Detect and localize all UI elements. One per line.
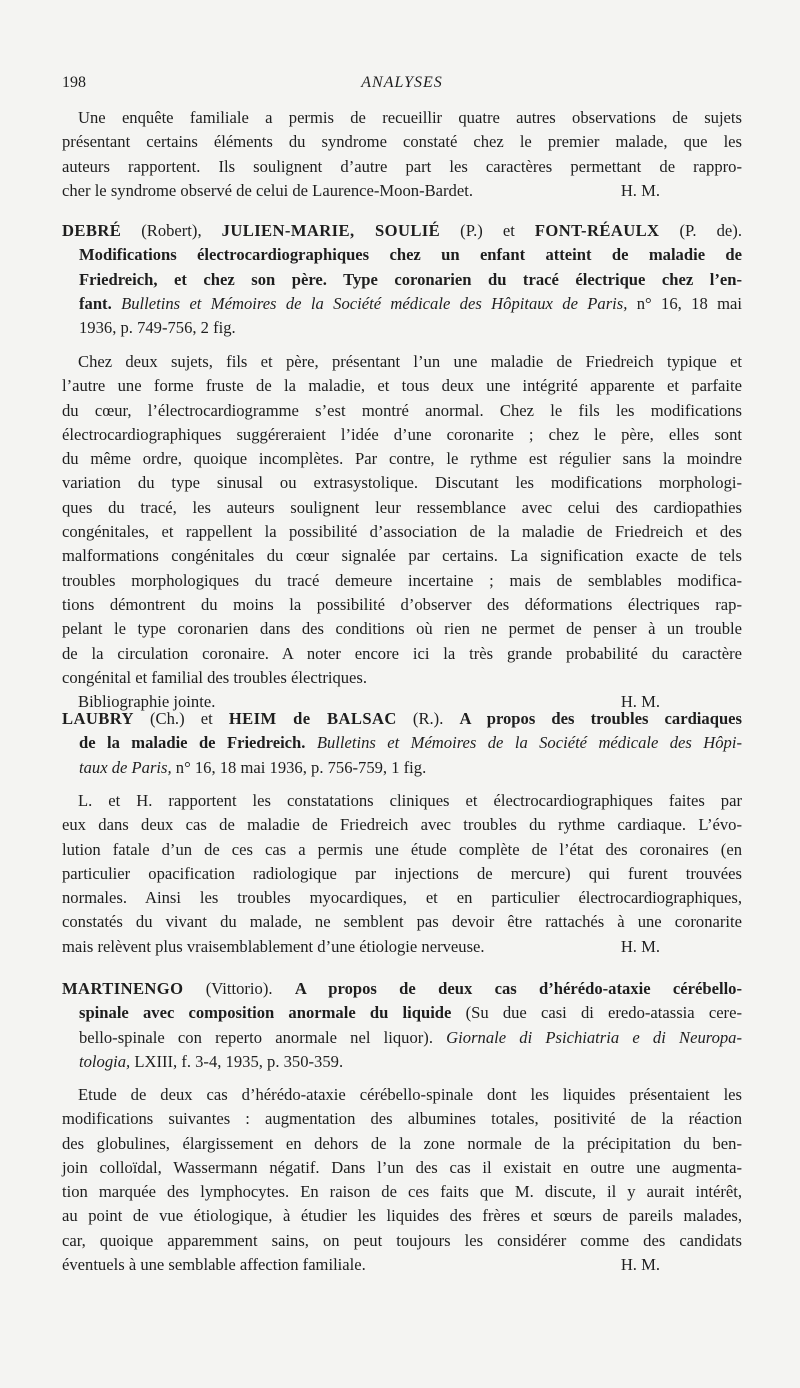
text-line: Chez deux sujets, fils et père, présentant l’un une maladie de Friedreich typique et — [78, 352, 742, 371]
signature: H. M. — [620, 692, 660, 712]
text-line: congénital et familial des troubles électriques. — [62, 667, 368, 687]
text-line: troubles morphologiques du tracé demeure incertaine ; mais de semblables modifica- — [62, 570, 742, 590]
text-line: du même ordre, quoique incomplètes. Par contre, le rythme est régulier sans la moindre — [62, 449, 742, 469]
citation-line: 1936, p. 749-756, 2 fig. — [79, 318, 236, 338]
text-line: normales. Ainsi les troubles myocardiques, et en particulier électrocardiographiques, — [62, 888, 742, 908]
text-line: ques du tracé, les auteurs soulignent leur ressemblance avec celui des cardiopathies — [62, 497, 742, 517]
heading-line: spinale avec composition anormale du liquide (Su due casi di eredo-atassia cere- — [79, 1003, 742, 1023]
section-title: ANALYSES — [361, 74, 443, 91]
author-name: JULIEN-MARIE, SOULIÉ — [221, 221, 441, 240]
text-line: variation du type sinusal ou extrasystolique. Discutant les modifications morphologi- — [62, 473, 742, 493]
journal-name: Bulletins et Mémoires de la Société médicale des Hôpi- — [305, 733, 742, 753]
entry-body — [62, 1083, 742, 1277]
article-title: spinale avec composition anormale du liquide — [79, 1003, 452, 1023]
entry-body — [62, 350, 742, 714]
text-line: tion marquée des lymphocytes. En raison de ces faits que M. discute, il y aurait intérêt, — [62, 1182, 742, 1202]
text-line: éventuels à une semblable affection familiale. H. M. — [62, 1253, 742, 1277]
citation-line: bello-spinale con reperto anormale nel liquor). Giornale di Psichiatria e di Neuropa- — [79, 1027, 743, 1047]
running-head — [62, 74, 742, 94]
article-title: A propos de deux cas d’hérédo-ataxie cérébello- — [294, 979, 743, 998]
journal-name: Bulletins et Mémoires de la Société médicale des Hôpitaux de Paris, — [111, 293, 628, 313]
text-line: eux dans deux cas de maladie de Friedreich avec troubles du rythme cardiaque. L’évo- — [62, 815, 742, 835]
article-title: A propos des troubles cardiaques — [459, 709, 742, 728]
text-line: Etude de deux cas d’hérédo-ataxie cérébello-spinale dont les liquides présentaient les — [78, 1085, 742, 1104]
entry-body — [62, 789, 742, 959]
text-line: tions démontrent du moins la possibilité d’observer des déformations électriques rap- — [62, 594, 742, 614]
heading-line: MARTINENGO (Vittorio). A propos de deux cas d’hérédo-ataxie cérébello- — [62, 979, 743, 998]
author-name: DEBRÉ — [62, 221, 122, 240]
article-title: Friedreich, et chez son père. Type coronarien du tracé électrique chez l’en- — [79, 269, 742, 289]
text-line: Une enquête familiale a permis de recueillir quatre autres observations de sujets — [78, 108, 742, 127]
text-line: lution fatale d’un de ces cas a permis une étude complète de l’état des coronaires (en — [62, 839, 742, 859]
text-line: auteurs rapportent. Ils soulignent d’autre part les caractères permettant de rappro- — [62, 156, 742, 176]
text-line: pelant le type coronarien dans des conditions où rien ne permet de penser à un trouble — [62, 619, 742, 639]
text-line: électrocardiographiques suggéreraient l’idée d’une coronarite ; chez le père, elles sont — [62, 424, 742, 444]
article-title: de la maladie de Friedreich. — [79, 733, 306, 753]
intro-paragraph — [62, 106, 742, 203]
entry-heading — [62, 219, 742, 340]
text-line: modifications suivantes : augmentation des albumines totales, positivité de la réaction — [62, 1109, 742, 1129]
page-number: 198 — [62, 74, 86, 91]
citation-line: fant. Bulletins et Mémoires de la Société médicale des Hôpitaux de Paris, n° 16, 18 mai — [79, 293, 742, 313]
author-name: MARTINENGO — [62, 979, 184, 998]
text-line: des globulines, élargissement en dehors de la zone normale de la précipitation du ben- — [62, 1133, 742, 1153]
author-name: LAUBRY — [62, 709, 134, 728]
text-line: mais relèvent plus vraisemblablement d’une étiologie nerveuse. H. M. — [62, 935, 742, 959]
heading-line: LAUBRY (Ch.) et HEIM de BALSAC (R.). A propos des troubles cardiaques — [62, 709, 742, 728]
heading-line: DEBRÉ (Robert), JULIEN-MARIE, SOULIÉ (P.) et FONT-RÉAULX (P. de). — [62, 221, 742, 240]
text-line: présentant certains éléments du syndrome constaté chez le premier malade, que les — [62, 132, 742, 152]
author-name: FONT-RÉAULX — [534, 221, 660, 240]
signature: H. M. — [620, 936, 660, 956]
entry-heading — [62, 707, 742, 780]
citation-line: taux de Paris, n° 16, 18 mai 1936, p. 756-759, 1 fig. — [79, 757, 427, 777]
text-line: car, quoique apparemment sains, on peut toujours les considérer comme des candidats — [62, 1230, 742, 1250]
text-line: cher le syndrome observé de celui de Laurence-Moon-Bardet. H. M. — [62, 179, 742, 203]
text-line: du cœur, l’électrocardiogramme s’est montré anormal. Chez le fils les modifications — [62, 400, 742, 420]
text-line: l’autre une forme fruste de la maladie, et tous deux une intégrité apparente et parfaite — [62, 376, 742, 396]
text-line: au point de vue étiologique, à étudier les liquides des frères et sœurs de pareils malades, — [62, 1206, 742, 1226]
signature: H. M. — [620, 180, 660, 200]
journal-name: Giornale di Psichiatria e di Neuropa- — [446, 1027, 743, 1047]
entry-heading — [62, 977, 742, 1074]
signature: H. M. — [620, 1255, 660, 1275]
heading-line — [62, 731, 742, 755]
author-name: HEIM de BALSAC — [228, 709, 397, 728]
text-line: congénitales, et rappellent la possibilité d’association de la maladie de Friedreich et des — [62, 522, 742, 542]
text-line: malformations congénitales du cœur signalée par certains. La signification exacte de tels — [62, 546, 742, 566]
article-title: Modifications électrocardiographiques chez un enfant atteint de maladie de — [79, 245, 742, 265]
citation-line: tologia, LXIII, f. 3-4, 1935, p. 350-359. — [79, 1051, 344, 1071]
text-line: particulier opacification radiologique par injections de mercure) qui furent trouvées — [62, 863, 742, 883]
text-line: constatés du vivant du malade, ne semblent pas devoir être rattachés à une coronarite — [62, 912, 742, 932]
text-line: de la circulation coronaire. A noter encore ici la très grande probabilité du caractère — [62, 643, 742, 663]
text-line: join colloïdal, Wassermann négatif. Dans l’un des cas il existait en outre une augmenta- — [62, 1157, 742, 1177]
text-line: L. et H. rapportent les constatations cliniques et électrocardiographiques faites par — [78, 791, 742, 810]
text-line: Bibliographie jointe. H. M. — [62, 690, 742, 714]
